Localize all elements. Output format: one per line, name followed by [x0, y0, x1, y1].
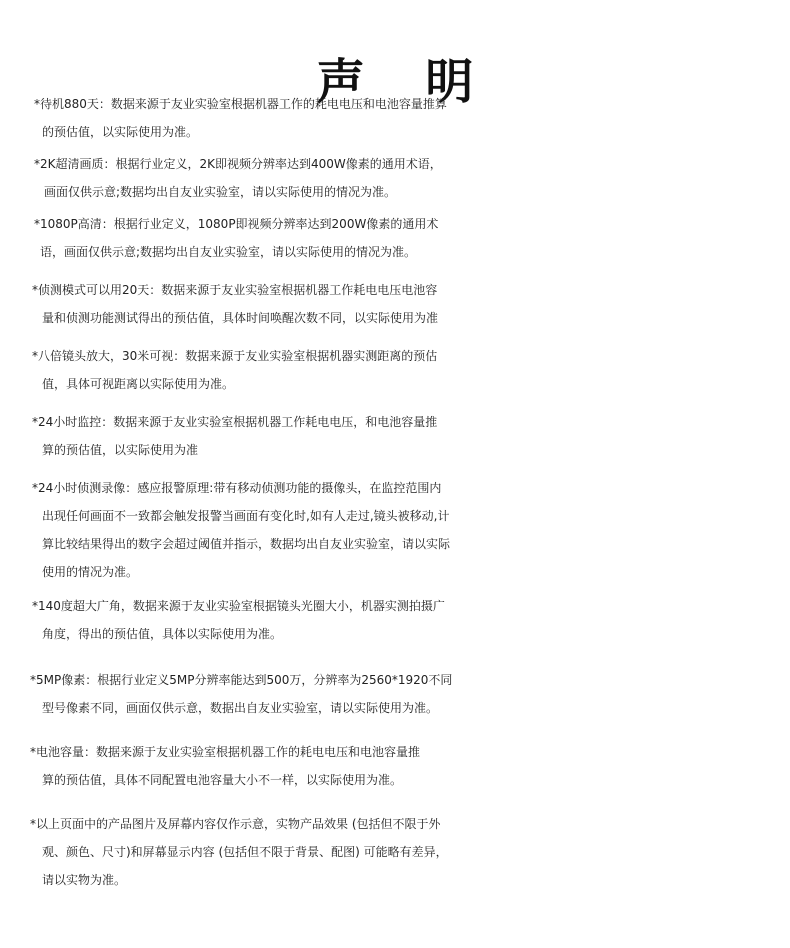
note-standby: [0, 90, 790, 146]
note-wide-angle: [0, 592, 790, 648]
note-line: 使用的情况为准。: [42, 565, 139, 579]
note-24h-record: [0, 474, 790, 586]
note-battery: [0, 738, 790, 794]
note-line: 观、颜色、尺寸)和屏幕显示内容 (包括但不限于背景、配图) 可能略有差异，: [42, 845, 448, 859]
note-line: *5MP像素：根据行业定义5MP分辨率能达到500万，分辨率为2560*1920不同: [30, 673, 453, 687]
note-line: 的预估值，以实际使用为准。: [42, 125, 199, 139]
note-line: 语，画面仅供示意;数据均出自友业实验室，请以实际使用的情况为准。: [40, 245, 417, 259]
note-line: 角度，得出的预估值，具体以实际使用为准。: [42, 627, 283, 641]
note-line: 请以实物为准。: [42, 873, 127, 887]
note-1080p: [0, 210, 790, 266]
note-line: 值，具体可视距离以实际使用为准。: [42, 377, 235, 391]
note-line: *电池容量：数据来源于友业实验室根据机器工作的耗电电压和电池容量推: [30, 745, 421, 759]
note-line: *2K超清画质：根据行业定义，2K即视频分辨率达到400W像素的通用术语，: [34, 157, 442, 171]
note-images: [0, 810, 790, 894]
note-line: *24小时侦测录像：感应报警原理:带有移动侦测功能的摄像头，在监控范围内: [32, 481, 442, 495]
note-2k: [0, 150, 790, 206]
note-line: 量和侦测功能测试得出的预估值，具体时间唤醒次数不同，以实际使用为准: [42, 311, 439, 325]
note-5mp: [0, 666, 790, 722]
note-line: 算的预估值，具体不同配置电池容量大小不一样，以实际使用为准。: [42, 773, 403, 787]
note-line: *八倍镜头放大，30米可视：数据来源于友业实验室根据机器实测距离的预估: [32, 349, 438, 363]
note-detect-20days: [0, 276, 790, 332]
note-line: 算比较结果得出的数字会超过阈值并指示，数据均出自友业实验室，请以实际: [42, 537, 451, 551]
note-line: *待机880天：数据来源于友业实验室根据机器工作的耗电电压和电池容量推算: [34, 97, 447, 111]
note-line: *24小时监控：数据来源于友业实验室根据机器工作耗电电压，和电池容量推: [32, 415, 438, 429]
note-24h-monitor: [0, 408, 790, 464]
note-zoom: [0, 342, 790, 398]
note-line: 型号像素不同，画面仅供示意，数据出自友业实验室，请以实际使用为准。: [42, 701, 439, 715]
note-line: 画面仅供示意;数据均出自友业实验室，请以实际使用的情况为准。: [44, 185, 397, 199]
note-line: *侦测模式可以用20天：数据来源于友业实验室根据机器工作耗电电压电池容: [32, 283, 438, 297]
note-line: *1080P高清：根据行业定义，1080P即视频分辨率达到200W像素的通用术: [34, 217, 439, 231]
note-line: 算的预估值，以实际使用为准: [42, 443, 199, 457]
note-line: *140度超大广角，数据来源于友业实验室根据镜头光圈大小，机器实测拍摄广: [32, 599, 445, 613]
note-line: *以上页面中的产品图片及屏幕内容仅作示意，实物产品效果 (包括但不限于外: [30, 817, 441, 831]
page-title: 声 明: [316, 54, 496, 111]
note-line: 出现任何画面不一致都会触发报警当画面有变化时,如有人走过,镜头被移动,计: [42, 509, 450, 523]
